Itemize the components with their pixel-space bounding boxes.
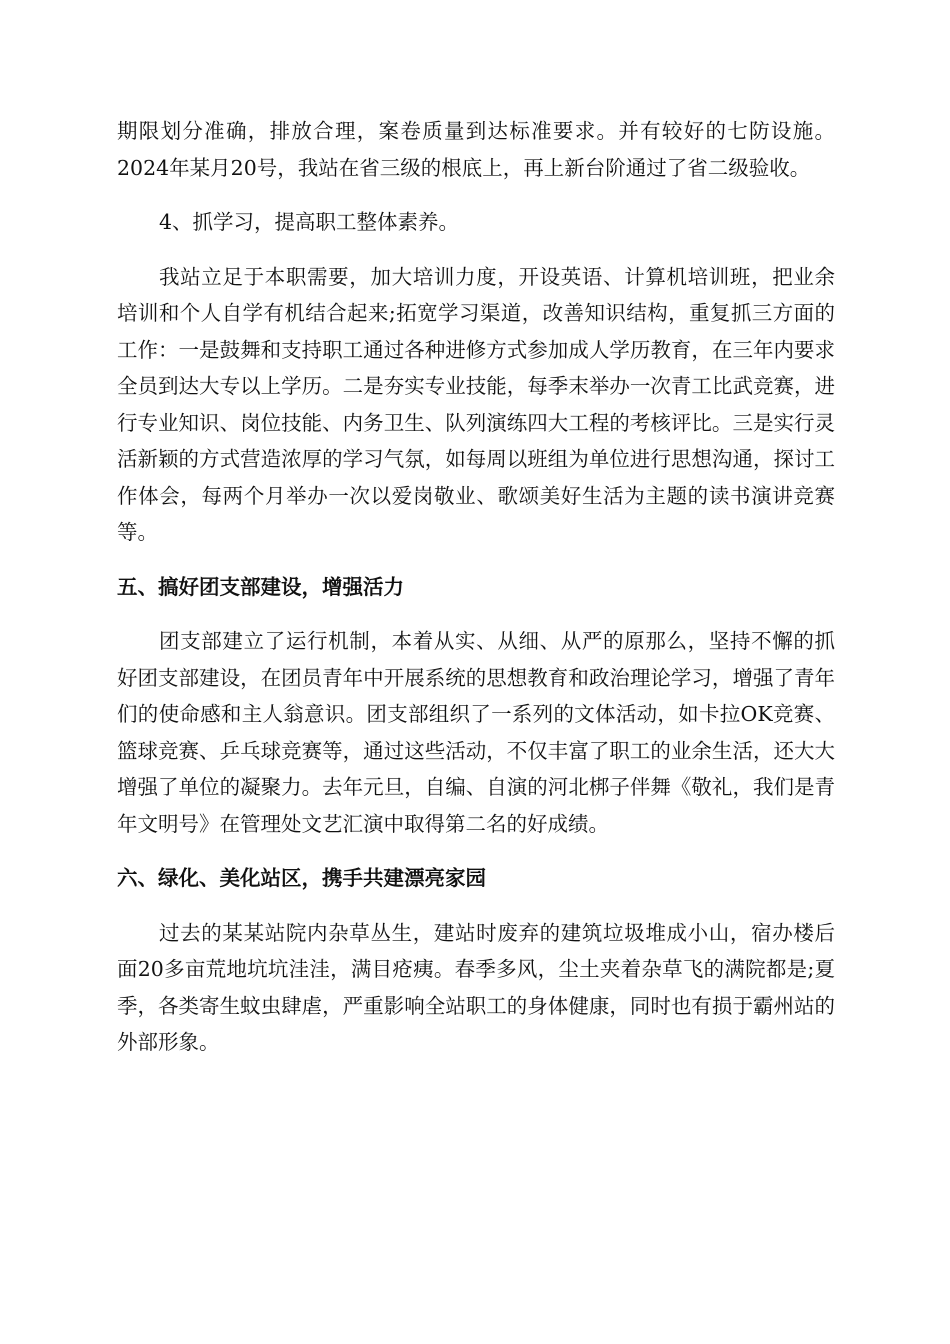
paragraph-league-branch: 团支部建立了运行机制，本着从实、从细、从严的原那么，坚持不懈的抓好团支部建设，在团员青年中开展系统的思想教育和政治理论学习，增强了青年们的使命感和主人翁意识。团支部组织了一系列的文体活动，如卡拉OK竞赛、篮球竞赛、乒乓球竞赛等，通过这些活动，不仅丰富了职工的业余生活，还大大增强了单位的凝聚力。去年元旦，自编、自演的河北梆子伴舞《敬礼，我们是青年文明号》在管理处文艺汇演中取得第二名的好成绩。 (117, 629, 835, 836)
paragraph-training: 我站立足于本职需要，加大培训力度，开设英语、计算机培训班，把业余培训和个人自学有机结合起来;拓宽学习渠道，改善知识结构，重复抓三方面的工作：一是鼓舞和支持职工通过各种进修方式参加成人学历教育，在三年内要求全员到达大专以上学历。二是夯实专业技能，每季末举办一次青工比武竞赛，进行专业知识、岗位技能、内务卫生、队列演练四大工程的考核评比。三是实行灵活新颖的方式营造浓厚的学习气氛，如每周以班组为单位进行思想沟通，探讨工作体会，每两个月举办一次以爱岗敬业、歌颂美好生活为主题的读书演讲竞赛等。 (117, 264, 835, 544)
document-body (117, 113, 835, 1061)
paragraph-greening: 过去的某某站院内杂草丛生，建站时废弃的建筑垃圾堆成小山，宿办楼后面20多亩荒地坑坑洼洼，满目疮痍。春季多风，尘土夹着杂草飞的满院都是;夏季，各类寄生蚊虫肆虐，严重影响全站职工的身体健康，同时也有损于霸州站的外部形象。 (117, 920, 835, 1054)
section-heading-greening: 六、绿化、美化站区，携手共建漂亮家园 (117, 866, 486, 890)
paragraph-archive-acceptance: 期限划分准确，排放合理，案卷质量到达标准要求。并有较好的七防设施。2024年某月20号，我站在省三级的根底上，再上新台阶通过了省二级验收。 (117, 119, 835, 180)
paragraph-learning-title: 4、抓学习，提高职工整体素养。 (159, 210, 460, 234)
section-heading-league-branch: 五、搞好团支部建设，增强活力 (117, 574, 404, 599)
